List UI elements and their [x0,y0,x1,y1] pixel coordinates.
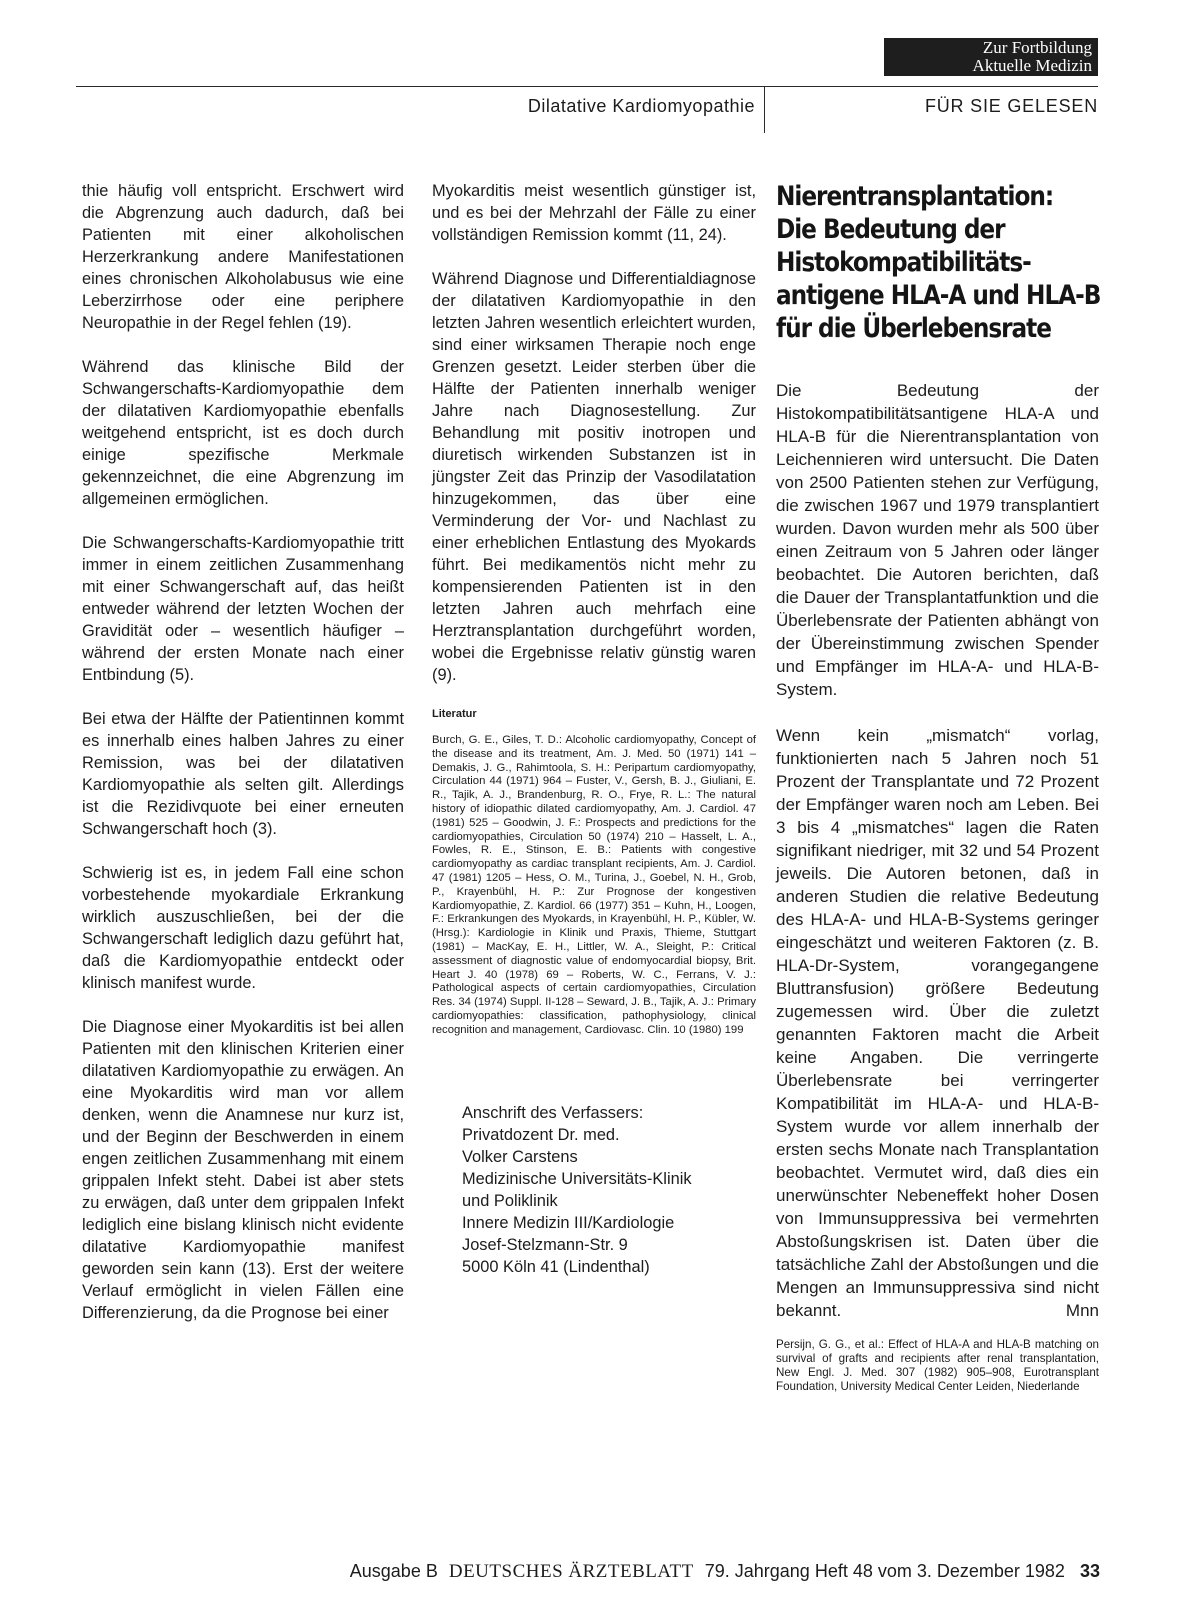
page-footer [250,1561,1100,1583]
title-line: Histokompatibilitäts- [776,247,1031,278]
title-line: Die Bedeutung der [776,214,1005,245]
title-line: Nierentransplantation: [776,181,1054,212]
address-line: Volker Carstens [462,1147,578,1166]
section-title-left: Dilatative Kardiomyopathie [527,96,755,116]
paragraph: Myokarditis meist wesentlich günstiger ist, und es bei der Mehrzahl der Fälle zu einer vollständigen Remission kommt (11, 24). [432,182,756,244]
paragraph: Bei etwa der Hälfte der Patientinnen kommt es innerhalb eines halben Jahres zu einer Remission, was bei der dilatativen Kardiomyopathie als selten gilt. Allerdings ist die Rezidivquote bei einer erneuten Schwangerschaft hoch (3). [82,710,404,838]
address-line: Innere Medizin III/Kardiologie [462,1213,675,1232]
section-badge [884,38,1098,76]
address-line: Anschrift des Verfassers: [462,1103,644,1122]
badge-line-1: Zur Fortbildung [982,38,1092,57]
reference: Persijn, G. G., et al.: Effect of HLA-A and HLA-B matching on survival of grafts and recipients after renal transplantation, New Engl. J. Med. 307 (1982) 905–908, Eurotransplant Foundation, University Medical Center Leiden, Niederlande [776,1338,1099,1393]
footer-issue: 79. Jahrgang Heft 48 vom 3. Dezember 1982 [704,1561,1065,1581]
literature-heading: Literatur [432,708,477,720]
paragraph-text: Wenn kein „mismatch“ vorlag, funktionierten nach 5 Jahren noch 51 Prozent der Transplantate und 72 Prozent der Empfänger waren noch am Leben. Bei 3 bis 4 „mismatches“ lagen die Raten signifikant niedriger, mit 32 und 54 Prozent jeweils. Die Autoren betonen, daß in anderen Studien die relative Bedeutung des HLA-A- und HLA-B-Systems geringer eingeschätzt und weiteren Faktoren (z. B. HLA-Dr-System, vorangegangene Bluttransfusion) größere Bedeutung zugemessen wird. Über die zuletzt genannten Faktoren macht die Arbeit keine Angaben. Die verringerte Überlebensrate bei verringerter Kompatibilität im HLA-A- und HLA-B-System wurde vor allem innerhalb der ersten sechs Monate nach Transplantation beobachtet. Vermutet wird, daß dies ein unerwünschter Nebeneffekt hoher Dosen von Immunsuppressiva bei vermehrten Abstoßungskrisen ist. Daten über die tatsächliche Zahl der Abstoßungen und die Mengen an Immunsuppressiva sind nicht bekannt. [776,726,1099,1320]
author-address [432,1102,756,1278]
header-rule [76,86,1098,87]
address-line: 5000 Köln 41 (Lindenthal) [462,1257,650,1276]
paragraph: Die Schwangerschafts-Kardiomyopathie tritt immer in einem zeitlichen Zusammenhang mit einer Schwangerschaft auf, das heißt entweder während der letzten Wochen der Gravidität oder – wesentlich häufiger – während der ersten Monate nach einer Entbindung (5). [82,534,404,684]
page-number: 33 [1079,1561,1100,1581]
paragraph: Die Diagnose einer Myokarditis ist bei allen Patienten mit den klinischen Kriterien einer dilatativen Kardiomyopathie zu erwägen. An eine Myokarditis wird man vor allem denken, wenn die Anamnese nur kurz ist, und der Beginn der Beschwerden in einem engen zeitlichen Zusammenhang mit einem grippalen Infekt steht. Dabei ist aber stets zu erwägen, daß unter dem grippalen Infekt lediglich eine bislang klinisch nicht evidente dilatative Kardiomyopathie manifest geworden sein kann (13). Erst der weitere Verlauf ermöglicht in vielen Fällen eine Differenzierung, da die Prognose bei einer [82,1018,404,1322]
address-line: Medizinische Universitäts-Klinik [462,1169,692,1188]
badge-line-2: Aktuelle Medizin [972,56,1092,75]
paragraph: Die Bedeutung der Histokompatibilitätsantigene HLA-A und HLA-B für die Nierentransplantation von Leichennieren wird untersucht. Die Daten von 2500 Patienten stehen zur Verfügung, die zwischen 1967 und 1979 transplantiert wurden. Davon wurden mehr als 500 über einen Zeitraum von 5 Jahren oder länger beobachtet. Die Autoren berichten, daß die Dauer der Transplantatfunktion und die Überlebensrate der Patienten abhängt von der Übereinstimmung zwischen Spender und Empfänger im HLA-A- und HLA-B-System. [776,381,1099,699]
title-line: für die Überlebensrate [776,313,1051,344]
header-divider [764,86,765,133]
column-1 [82,180,404,1346]
literature-list: Burch, G. E., Giles, T. D.: Alcoholic cardiomyopathy, Concept of the disease and its treatment, Am. J. Med. 50 (1971) 141 – Demakis, J. G., Rahimtoola, S. H.: Peripartum cardiomyopathy, Circulation 44 (1971) 964 – Fuster, V., Gersh, B. J., Giuliani, E. R., Tajik, A. J., Brandenburg, R. O., Frye, R. L.: The natural history of idiopathic dilated cardiomyopathy, Am. J. Cardiol. 47 (1981) 525 – Goodwin, J. F.: Prospects and predictions for the cardiomyopathies, Circulation 50 (1974) 210 – Hasselt, L. A., Fowles, R. E., Stinson, E. B.: Patients with congestive cardiomyopathy as cardiac transplant recipients, Am. J. Cardiol. 47 (1981) 1205 – Hess, O. M., Turina, J., Goebel, N. H., Grob, P., Krayenbühl, H. P.: Zur Prognose der kongestiven Kardiomyopathie, Z. Kardiol. 66 (1977) 351 – Kuhn, H., Loogen, F.: Erkrankungen des Myokards, in Krayenbühl, H. P., Kübler, W. (Hrsg.): Kardiologie in Klinik und Praxis, Thieme, Stuttgart (1981) – MacKay, E. H., Littler, W. A., Sleight, P.: Critical assessment of diagnostic value of endomyocardial biopsy, Brit. Heart J. 40 (1978) 69 – Roberts, W. C., Ferrans, V. J.: Pathological aspects of certain cardiomyopathies, Circulation Res. 34 (1974) Suppl. II-128 – Seward, J. B., Tajik, A. J.: Primary cardiomyopathies: classification, pathophysiology, clinical recognition and management, Cardiovasc. Clin. 10 (1980) 199 [432,734,756,1036]
section-title-right: FÜR SIE GELESEN [924,96,1098,116]
footer-edition: Ausgabe B [349,1561,438,1581]
paragraph [776,724,1099,1322]
author-signature: Mnn [1065,1301,1099,1320]
paragraph: Während Diagnose und Differentialdiagnose der dilatativen Kardiomyopathie in den letzten Jahren wesentlich erleichtert wurden, sind einer wirksamen Therapie noch enge Grenzen gesetzt. Leider sterben über die Hälfte der Patienten innerhalb weniger Jahre nach Diagnosestellung. Zur Behandlung mit positiv inotropen und diuretisch wirkenden Substanzen ist in jüngster Zeit das Prinzip der Vasodilatation hinzugekommen, das über eine Verminderung der Vor- und Nachlast zu einer erheblichen Entlastung des Myokards führt. Bei medikamentös nicht mehr zu kompensierenden Patienten ist in den letzten Jahren auch mehrfach eine Herztransplantation durchgeführt worden, wobei die Ergebnisse relativ günstig waren (9). [432,270,756,684]
title-line: antigene HLA-A und HLA-B [776,280,1101,311]
footer-journal: DEUTSCHES ÄRZTEBLATT [448,1561,694,1582]
address-line: Privatdozent Dr. med. [462,1125,620,1144]
column-2 [432,180,756,1278]
paragraph: Während das klinische Bild der Schwangerschafts-Kardiomyopathie dem der dilatativen Kardiomyopathie ebenfalls weitgehend entspricht, ist es doch durch einige spezifische Merkmale gekennzeichnet, die eine Abgrenzung im allgemeinen ermöglichen. [82,358,404,508]
paragraph: Schwierig ist es, in jedem Fall eine schon vorbestehende myokardiale Erkrankung wirklich auszuschließen, bei der die Schwangerschaft lediglich dazu geführt hat, daß die Kardiomyopathie entdeckt oder klinisch manifest wurde. [82,864,404,992]
column-3 [776,180,1099,1394]
article-title [776,180,1101,345]
paragraph: thie häufig voll entspricht. Erschwert wird die Abgrenzung auch dadurch, daß bei Patienten mit einer alkoholischen Herzerkrankung andere Manifestationen eines chronischen Alkoholabusus wie eine Leberzirrhose oder eine periphere Neuropathie in der Regel fehlen (19). [82,182,404,332]
address-line: und Poliklinik [462,1191,558,1210]
address-line: Josef-Stelzmann-Str. 9 [462,1235,628,1254]
